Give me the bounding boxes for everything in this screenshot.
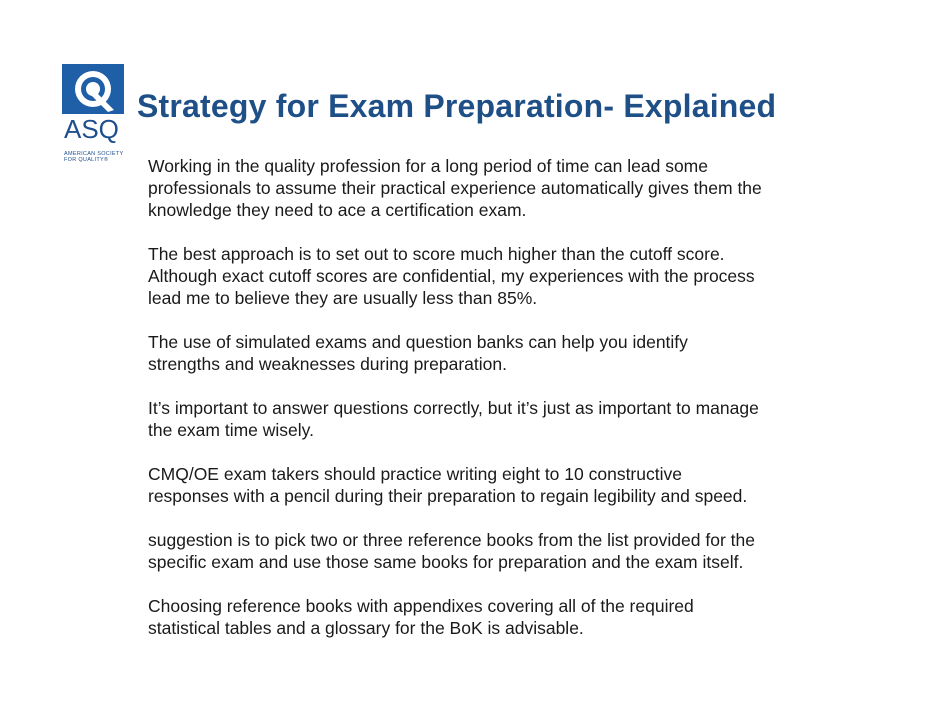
paragraph-7: Choosing reference books with appendixes covering all of the required statistical tables and a glossary for the BoK is advisable.	[148, 596, 694, 638]
paragraph-5: CMQ/OE exam takers should practice writing eight to 10 constructive responses with a pencil during their preparation to regain legibility and speed.	[148, 464, 748, 506]
asq-logo	[62, 64, 128, 174]
paragraph-4: It’s important to answer questions correctly, but it’s just as important to manage the exam time wisely.	[148, 398, 759, 440]
asq-q-logo-icon	[62, 64, 124, 114]
slide-title: Strategy for Exam Preparation- Explained	[137, 88, 777, 124]
logo-subtitle: AMERICAN SOCIETY FOR QUALITY®	[64, 151, 124, 163]
paragraph-2: The best approach is to set out to score much higher than the cutoff score. Although exact cutoff scores are confidential, my experiences with the process lead me to believe they are usually less than 85%.	[148, 244, 755, 308]
paragraph-1: Working in the quality profession for a long period of time can lead some professionals to assume their practical experience automatically gives them the knowledge they need to ace a certification exam.	[148, 156, 762, 220]
paragraph-6: suggestion is to pick two or three reference books from the list provided for the specific exam and use those same books for preparation and the exam itself.	[148, 530, 755, 572]
logo-wordmark: ASQ	[64, 114, 119, 144]
paragraph-3: The use of simulated exams and question banks can help you identify strengths and weaknesses during preparation.	[148, 332, 688, 374]
slide-body	[148, 155, 828, 661]
